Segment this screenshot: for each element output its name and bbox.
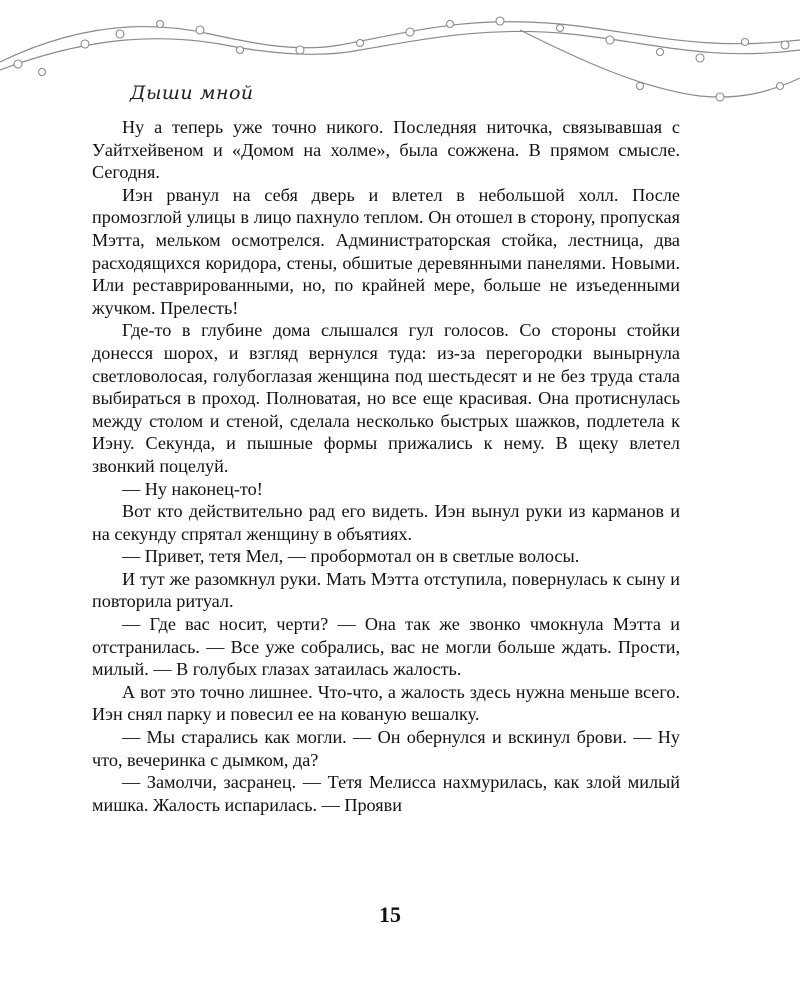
paragraph: Вот кто действительно рад его видеть. Иэн вынул руки из карманов и на секунду спрятал женщину в объятиях. [92,501,680,544]
paragraph: — Где вас носит, черти? — Она так же звонко чмокнула Мэтта и отстранилась. — Все уже собрались, вас не могли больше ждать. Прости, милый. — В голубых глазах затаилась жалость. [92,614,680,680]
paragraph: Ну а теперь уже точно никого. Последняя ниточка, связывавшая с Уайтхейвеном и «Домом на холме», была сожжена. В прямом смысле. Сегодня. [92,117,680,183]
body-text [92,116,680,816]
paragraph: А вот это точно лишнее. Что-что, а жалость здесь нужна меньше всего. Иэн снял парку и повесил ее на кованую вешалку. [92,681,680,725]
paragraph: И тут же разомкнул руки. Мать Мэтта отступила, повернулась к сыну и повторила ритуал. [92,568,680,612]
paragraph: — Ну наконец-то! [122,478,263,499]
light-garland-ornament [0,0,800,110]
paragraph: Где-то в глубине дома слышался гул голосов. Со стороны стойки донесся шорох, и взгляд вернулся туда: из-за перегородки вынырнула светловолосая, голубоглазая женщина под шестьдесят и не без труда стала выбираться в проход. Полноватая, но все еще красивая. Она протиснулась между столом и стеной, сделала несколько быстрых шажков, подлетела к Иэну. Секунда, и пышные формы прижались к нему. В щеку влетел звонкий поцелуй. [92,320,680,476]
running-head-title: Дыши мной [130,82,254,104]
page-number: 15 [379,902,401,927]
paragraph: Иэн рванул на себя дверь и влетел в небольшой холл. После промозглой улицы в лицо пахнуло теплом. Он отошел в сторону, пропуская Мэтта, мельком осмотрелся. Администраторская стойка, лестница, два расходящихся коридора, стены, обшитые деревянными панелями. Новыми. Или реставрированными, но, по крайней мере, больше не изъеденными жучком. Прелесть! [92,184,680,318]
paragraph: — Привет, тетя Мел, — пробормотал он в светлые волосы. [122,546,580,567]
paragraph: — Замолчи, засранец. — Тетя Мелисса нахмурилась, как злой милый мишка. Жалость испарилась. — Прояви [92,772,680,815]
paragraph: — Мы старались как могли. — Он обернулся и вскинул брови. — Ну что, вечеринка с дымком, да? [92,727,680,770]
